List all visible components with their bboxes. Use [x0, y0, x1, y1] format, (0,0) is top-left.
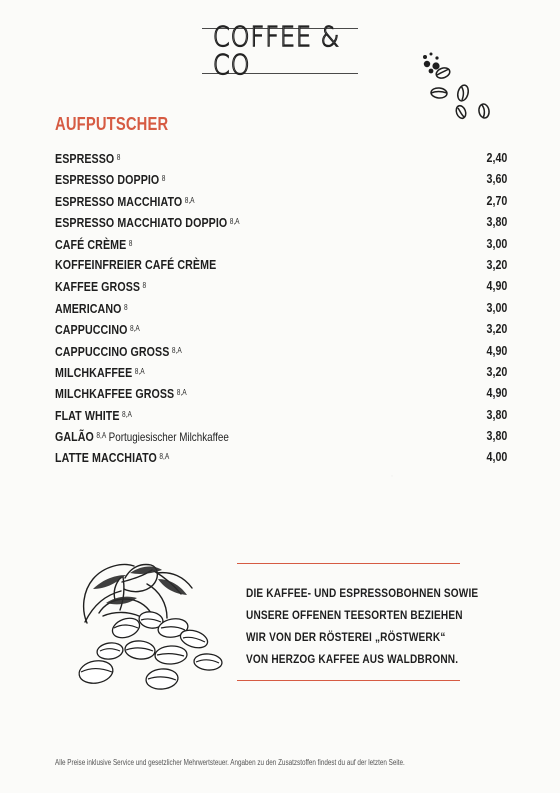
- menu-item-note: 8,A: [134, 366, 145, 376]
- menu-item-price: 3,60: [486, 171, 507, 187]
- menu-item-price: 3,80: [486, 214, 507, 230]
- menu-item: [55, 297, 507, 318]
- menu-item-price: 4,90: [486, 385, 507, 401]
- menu-item-note: 8: [123, 302, 128, 312]
- menu-item-note: 8,A: [129, 324, 140, 334]
- menu-item-price: 3,00: [486, 235, 507, 251]
- menu-item-name: LATTE MACCHIATO: [55, 450, 157, 466]
- menu-item-price: 4,00: [486, 449, 507, 465]
- menu-item: [55, 168, 507, 189]
- menu-item-note: 8: [116, 153, 121, 162]
- menu-item-price: 3,20: [486, 256, 507, 272]
- menu-item-name: ESPRESSO: [55, 151, 115, 166]
- menu-item-price: 4,90: [486, 278, 507, 294]
- menu-item: [55, 275, 507, 296]
- menu-item-name: ESPRESSO DOPPIO: [55, 172, 160, 188]
- menu-item-name: MILCHKAFFEE GROSS: [55, 386, 175, 402]
- menu-item: [55, 446, 507, 467]
- menu-item-note: 8,A: [159, 452, 170, 462]
- menu-item-name: AMERICANO: [55, 300, 122, 316]
- menu-item-note: 8,A: [171, 345, 182, 355]
- menu-item-name: GALÃO: [55, 429, 94, 445]
- menu-item-name: CAPPUCCINO: [55, 322, 128, 338]
- section-title: AUFPUTSCHER: [55, 114, 169, 134]
- menu-item: [55, 318, 507, 339]
- menu-item-note: 8,A: [96, 431, 107, 441]
- menu-item: [55, 254, 507, 275]
- menu-item-name: KAFFEE GROSS: [55, 279, 141, 295]
- info-line: VON HERZOG KAFFEE AUS WALDBRONN.: [246, 652, 459, 666]
- menu-item: [55, 190, 507, 211]
- menu-item-name: ESPRESSO MACCHIATO DOPPIO: [55, 215, 228, 231]
- roastery-info-box: [237, 563, 479, 681]
- menu-item-note: 8: [161, 174, 166, 184]
- info-line: DIE KAFFEE- UND ESPRESSOBOHNEN SOWIE: [246, 586, 479, 600]
- menu-item: [55, 361, 507, 382]
- menu-item-price: 3,80: [486, 406, 507, 422]
- menu-item: [55, 382, 507, 403]
- menu-item: [55, 404, 507, 425]
- menu-item-note: 8,A: [122, 409, 132, 419]
- menu-item-note: 8: [128, 238, 133, 248]
- brand-title: COFFEE & CO: [212, 20, 341, 81]
- menu-item-price: 3,20: [486, 363, 507, 379]
- footer-note: Alle Preise inklusive Service und gesetzlicher Mehrwertsteuer. Angaben zu den Zusatzstoffen findest du auf der letzten Seite.: [55, 758, 405, 767]
- menu-item: [55, 340, 507, 361]
- menu-item-price: 2,40: [486, 150, 507, 165]
- menu-item-name: FLAT WHITE: [55, 407, 120, 423]
- menu-item-name: KOFFEINFREIER CAFÉ CRÈME: [55, 256, 217, 272]
- menu-item-name: MILCHKAFFEE: [55, 364, 133, 380]
- menu-item-price: 4,90: [486, 342, 507, 358]
- menu-item-price: 2,70: [486, 192, 507, 208]
- menu-item-price: 3,00: [486, 299, 507, 315]
- menu-item-note: 8,A: [176, 388, 187, 398]
- menu-item-note: 8,A: [229, 217, 240, 227]
- menu-item: [55, 233, 507, 254]
- coffee-plant-icon: [63, 555, 235, 700]
- menu-item-note: 8,A: [184, 195, 195, 205]
- menu-item: [55, 147, 507, 168]
- menu-item-note: 8: [142, 281, 147, 291]
- menu-item-name: ESPRESSO MACCHIATO: [55, 193, 183, 209]
- coffee-beans-icon: [415, 48, 497, 126]
- brand-banner: [202, 20, 358, 81]
- info-line: UNSERE OFFENEN TEESORTEN BEZIEHEN: [246, 608, 463, 622]
- menu-item: [55, 425, 507, 446]
- menu-item-name: CAPPUCCINO GROSS: [55, 343, 170, 359]
- menu-item-price: 3,80: [486, 428, 507, 444]
- menu-item: [55, 211, 507, 232]
- info-line: WIR VON DER RÖSTEREI „RÖSTWERK“: [246, 630, 446, 644]
- menu-item-name: CAFÉ CRÈME: [55, 236, 127, 252]
- menu-list: [55, 147, 507, 468]
- menu-item-price: 3,20: [486, 321, 507, 337]
- menu-item-description: Portugiesischer Milchkaffee: [108, 430, 229, 445]
